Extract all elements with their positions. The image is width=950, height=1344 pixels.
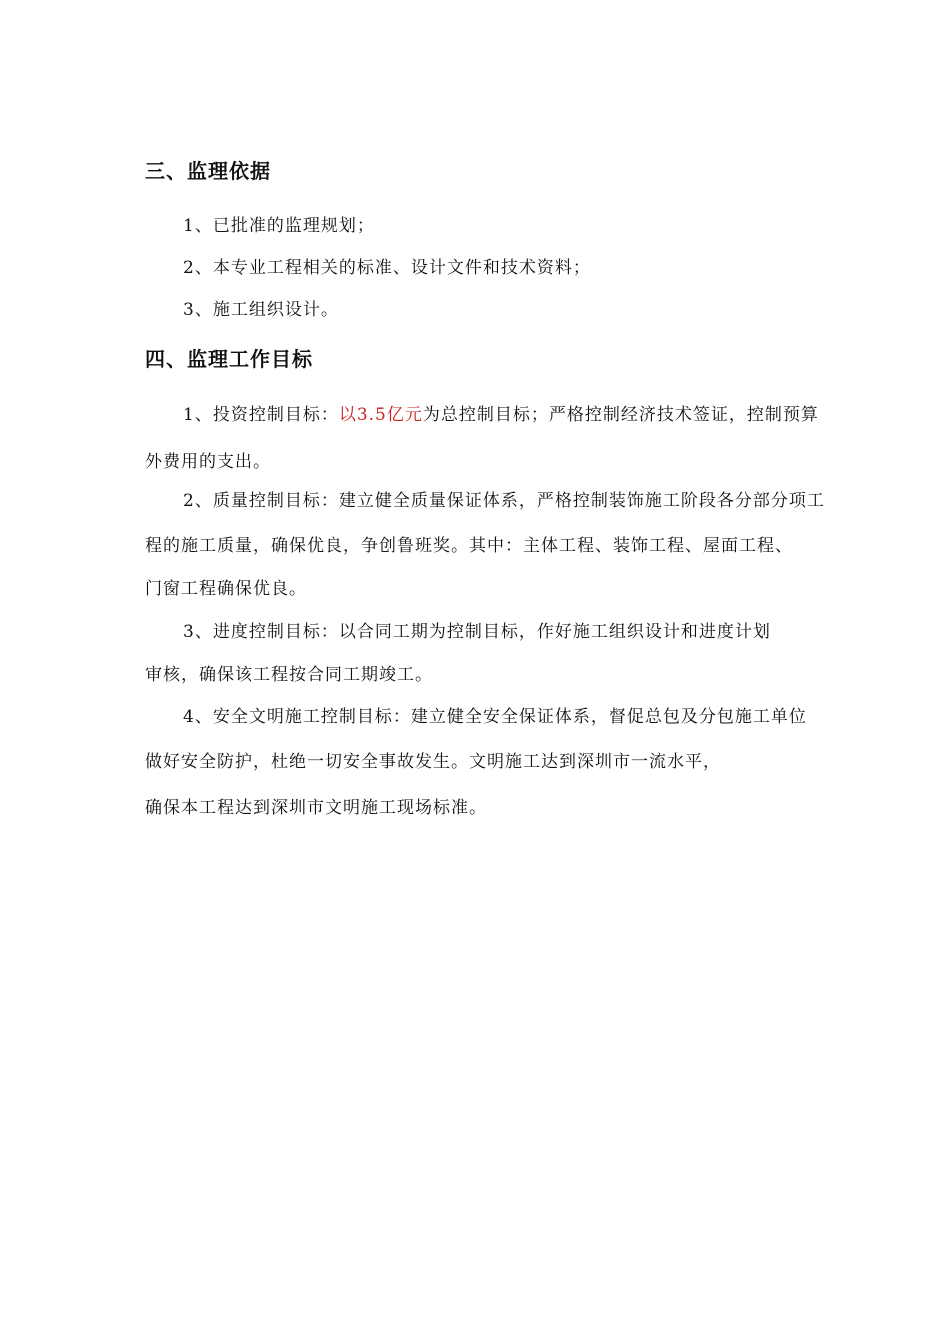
- goal-investment-line-1: [183, 400, 819, 425]
- basis-item-3: 3、施工组织设计。: [183, 300, 339, 320]
- basis-item-1: 1、已批准的监理规划；: [183, 216, 375, 236]
- goal-safety-line-1: 4、安全文明施工控制目标：建立健全安全保证体系，督促总包及分包施工单位: [183, 707, 807, 727]
- section-heading-basis: 三、监理依据: [145, 159, 271, 183]
- goal-schedule-line-1: 3、进度控制目标：以合同工期为控制目标，作好施工组织设计和进度计划: [183, 622, 771, 642]
- goal-safety-line-3: 确保本工程达到深圳市文明施工现场标准。: [145, 798, 487, 818]
- goal-investment-amount: 以3.5亿元: [338, 405, 423, 425]
- goal-quality-line-1: 2、质量控制目标：建立健全质量保证体系，严格控制装饰施工阶段各分部分项工: [183, 491, 825, 511]
- goal-schedule-line-2: 审核，确保该工程按合同工期竣工。: [145, 665, 433, 685]
- goal-investment-prefix: 1、投资控制目标：: [183, 405, 339, 425]
- goal-investment-line-2: 外费用的支出。: [145, 452, 271, 472]
- section-heading-goals: 四、监理工作目标: [145, 347, 313, 371]
- goal-safety-line-2: 做好安全防护，杜绝一切安全事故发生。文明施工达到深圳市一流水平，: [145, 752, 721, 772]
- goal-quality-line-3: 门窗工程确保优良。: [145, 579, 307, 599]
- goal-investment-rest: 为总控制目标；严格控制经济技术签证，控制预算: [422, 405, 819, 425]
- basis-item-2: 2、本专业工程相关的标准、设计文件和技术资料；: [183, 258, 591, 278]
- goal-quality-line-2: 程的施工质量，确保优良，争创鲁班奖。其中：主体工程、装饰工程、屋面工程、: [145, 536, 793, 556]
